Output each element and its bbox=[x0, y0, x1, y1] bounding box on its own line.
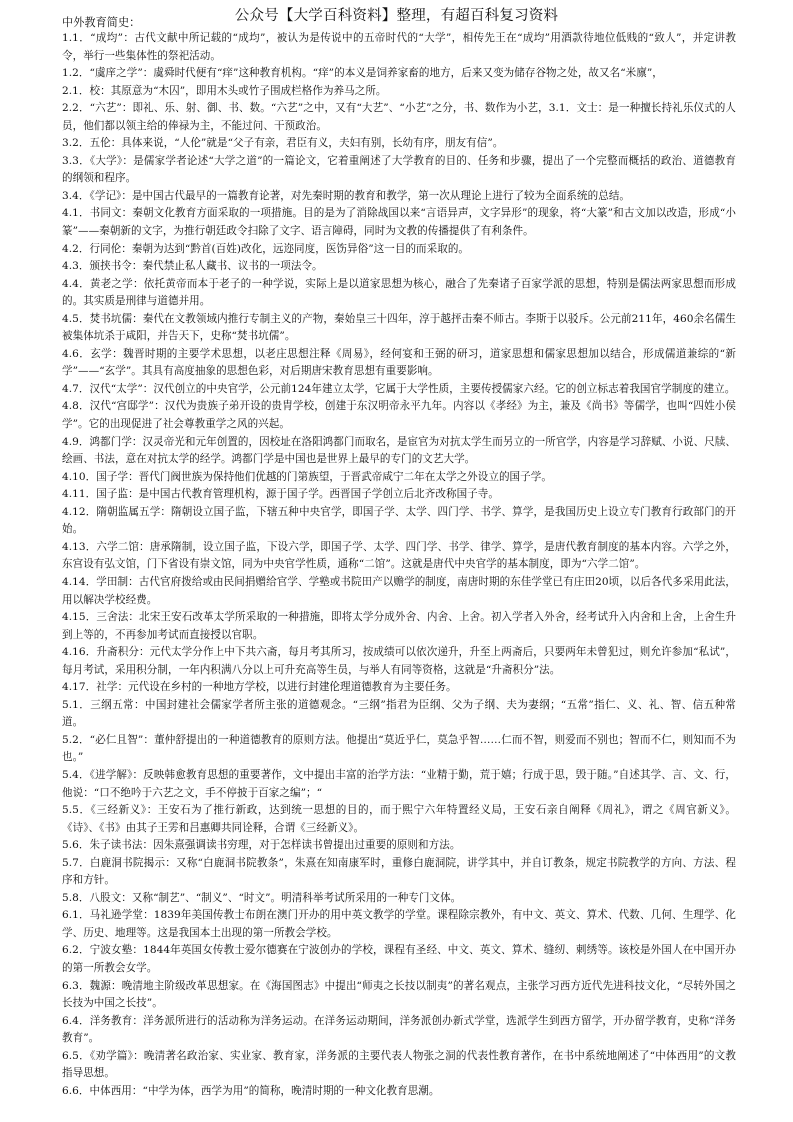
glossary-entry: 5.5．《三经新义》：王安石为了推行新政，达到统一思想的目的，而于熙宁六年特置经义局，王安石亲自阐释《周礼》，谓之《周官新义》。《诗》、《书》由其子王雱和吕惠卿共同诠释，合谓《三经新义》。 bbox=[62, 804, 736, 834]
glossary-entry: 4.13．六学二馆：唐承隋制，设立国子监，下设六学，即国子学、太学、四门学、书学、律学、算学，是唐代教育制度的基本内容。六学之外，东宫设有弘文馆，门下省设有崇文馆，同为中央官学性质，通称“二馆”。这就是唐代中央官学的基本制度，即为“六学二馆”。 bbox=[62, 540, 736, 571]
glossary-entry: 4.6．玄学：魏晋时期的主要学术思想，以老庄思想注释《周易》，经何宴和王弼的研习，道家思想和儒家思想加以结合，形成儒道兼综的“新学”——“玄学”。其具有高度抽象的思想色彩，对后期唐宋教育思想有重要影响。 bbox=[62, 347, 736, 378]
glossary-entry: 4.10．国子学：晋代门阀世族为保持他们优越的门第族望，于晋武帝咸宁二年在太学之外设立的国子学。 bbox=[62, 470, 552, 483]
glossary-entry: 1.2．“虞庠之学”：虞舜时代便有“痒”这种教育机构。“痒”的本义是饲养家畜的地方，后来又变为储存谷物之处，故又名“米廪”， bbox=[62, 67, 663, 80]
glossary-entry: 4.14．学田制：古代官府拨给或由民间捐赠给官学、学塾或书院田产以赡学的制度，南唐时期的东佳学堂已有庄田20顷，以后各代多采用此法，用以解决学校经费。 bbox=[62, 575, 736, 606]
glossary-entry: 3.3．《大学》：是儒家学者论述“大学之道”的一篇论文，它着重阐述了大学教育的目的、任务和步骤，提出了一个完整而概括的政治、道德教育的纲领和程序。 bbox=[62, 154, 736, 185]
glossary-entry: 4.2．行同伦：秦朝为达到“黔首(百姓)改化，远迩同度，医饬异俗”这一目的而采取的。 bbox=[62, 242, 470, 255]
glossary-entry: 1.1．“成均”：古代文献中所记载的“成均”，被认为是传说中的五帝时代的“大学”，相传先王在“成均”用酒款待地位低贱的“致人”，并定讲教令，举行一些集体性的祭祀活动。 bbox=[62, 32, 737, 62]
glossary-entry: 4.11．国子监：是中国古代教育管理机构，源于国子学。西晋国子学创立后北齐改称国子寺。 bbox=[62, 488, 499, 501]
glossary-entry: 5.6．朱子读书法：因朱熹强调读书穷理，对于怎样读书曾提出过重要的原则和方法。 bbox=[62, 839, 461, 852]
glossary-entry: 4.16．升斋积分：元代太学分作上中下共六斋，每月考其所习，按成绩可以依次递升，升至上两斋后，只要两年未曾犯过，则允许参加“私试”，每月考试，采用积分制，一年内积满八分以上可升充高等生员，与举人有同等资格，这就是“升斋积分”法。 bbox=[62, 646, 736, 676]
glossary-entry: 4.15．三舍法：北宋王安石改革太学所采取的一种措施，即将太学分成外舍、内舍、上舍。初入学者入外舍，经考试升入内舍和上舍，上舍生升到上等的，不再参加考试而直接授以官职。 bbox=[62, 611, 736, 641]
glossary-entry: 6.6．中体西用：“中学为体，西学为用”的简称，晚清时期的一种文化教育思潮。 bbox=[62, 1084, 440, 1097]
glossary-entry: 4.9．鸿都门学：汉灵帝光和元年创置的，因校址在洛阳鸿都门而取名，是宦官为对抗太学生而另立的一所官学，内容是学习辞赋、小说、尺牍、绘画、书法，意在对抗太学的经学。鸿都门学是中国也是世界上最早的专门的文艺大学。 bbox=[62, 435, 736, 466]
glossary-entry: 6.3．魏源：晚清地主阶级改革思想家。在《海国图志》中提出“师夷之长技以制夷”的著名观点，主张学习西方近代先进科技文化，“尽转外国之长技为中国之长技”。 bbox=[62, 979, 736, 1010]
glossary-entry: 6.2．宁波女塾：1844年英国女传教士爱尔德赛在宁波创办的学校，课程有圣经、中文、英文、算术、缝纫、刺绣等。该校是外国人在中国开办的第一所教会女学。 bbox=[62, 944, 736, 974]
glossary-entry: 6.4．洋务教育：洋务派所进行的活动称为洋务运动。在洋务运动期间，洋务派创办新式学堂，选派学生到西方留学，开办留学教育，史称“洋务教育”。 bbox=[62, 1014, 736, 1045]
glossary-entry: 4.7．汉代“太学”：汉代创立的中央官学，公元前124年建立太学，它属于大学性质，主要传授儒家六经。它的创立标志着我国官学制度的建立。 bbox=[62, 382, 736, 395]
glossary-entry: 4.5．焚书坑儒：秦代在文教领域内推行专制主义的产物，秦始皇三十四年，淳于越抨击秦不师古。李斯于以驳斥。公元前211年，460余名儒生被集体坑杀于咸阳，并告天下，史称“焚书坑儒”。 bbox=[62, 312, 736, 343]
glossary-entry: 5.1．三纲五常：中国封建社会儒家学者所主张的道德观念。“三纲”指君为臣纲、父为子纲、夫为妻纲；“五常”指仁、义、礼、智、信五种常道。 bbox=[62, 698, 736, 729]
glossary-entry: 6.5．《劝学篇》：晚清著名政治家、实业家、教育家，洋务派的主要代表人物张之洞的代表性教育著作，在书中系统地阐述了“中体西用”的文教指导思想。 bbox=[62, 1049, 736, 1080]
glossary-entry: 4.12．隋朝监属五学：隋朝设立国子监，下辖五种中央官学，即国子学、太学、四门学、书学、算学，是我国历史上设立专门教育行政部门的开始。 bbox=[62, 505, 736, 536]
glossary-entry: 3.2．五伦：具体来说，“人伦”就是“父子有亲，君臣有义，夫妇有别，长幼有序，朋友有信”。 bbox=[62, 137, 504, 150]
glossary-entry: 4.4．黄老之学：依托黄帝而本于老子的一种学说，实际上是以道家思想为核心，融合了先秦诸子百家学派的思想，特别是儒法两家思想而形成的。其实质是刑律与道德并用。 bbox=[62, 277, 736, 308]
glossary-entry: 4.17．社学：元代设在乡村的一种地方学校，以进行封建伦理道德教育为主要任务。 bbox=[62, 681, 457, 694]
glossary-entry: 3.4．《学记》：是中国古代最早的一篇教育论著，对先秦时期的教育和教学，第一次从理论上进行了较为全面系统的总结。 bbox=[62, 189, 631, 202]
section-title: 中外教育简史： bbox=[62, 16, 141, 29]
glossary-entry: 2.1．校：其原意为“木囚”，即用木头或竹子围成栏格作为养马之所。 bbox=[62, 84, 387, 97]
page-header-title: 公众号【大学百科资料】整理，有超百科复习资料 bbox=[234, 8, 559, 24]
glossary-entry: 4.3．颁挟书令：秦代禁止私人藏书、议书的一项法令。 bbox=[62, 260, 323, 273]
glossary-entry: 5.7．白鹿洞书院揭示：又称“白鹿洞书院教条”，朱熹在知南康军时，重修白鹿洞院，讲学其中，并自订教条，规定书院教学的方向、方法、程序和方针。 bbox=[62, 856, 736, 887]
glossary-body bbox=[62, 30, 736, 1100]
glossary-entry: 2.2．“六艺”：即礼、乐、射、御、书、数。“六艺”之中，又有“大艺”、“小艺”之分，书、数作为小艺，3.1．文士：是一种擅长持礼乐仪式的人员，他们都以领主给的俸禄为主，不能过问、干预政治。 bbox=[62, 102, 736, 132]
glossary-entry: 4.1．书同文：秦朝文化教育方面采取的一项措施。目的是为了消除战国以来“言语异声，文字异形”的现象，将“大篆”和古文加以改造，形成“小篆”——秦朝新的文字，为推行朝廷政令扫除了文字、语言障碍，同时为文教的传播提供了有利条件。 bbox=[62, 207, 736, 238]
glossary-entry: 4.8．汉代“宫邸学”：汉代为贵族子弟开设的贵胄学校，创建于东汉明帝永平九年。内容以《孝经》为主，兼及《尚书》等儒学，也叫“四姓小侯学”。它的出现促进了社会尊教重学之风的兴起。 bbox=[62, 400, 736, 431]
glossary-entry: 5.2．“必仁且智”：董仲舒提出的一种道德教育的原则方法。他提出“莫近乎仁，莫急乎智……仁而不智，则爱而不别也；智而不仁，则知而不为也。” bbox=[62, 733, 736, 764]
glossary-entry: 5.4．《进学解》：反映韩愈教育思想的重要著作，文中提出丰富的治学方法：“业精于勤，荒于嬉；行成于思，毁于随。”自述其学、言、文、行，他说：“口不绝吟于六艺之文，手不停披于百家之编”；“ bbox=[62, 768, 736, 799]
glossary-entry: 6.1．马礼逊学堂：1839年美国传教士布朗在澳门开办的用中英文教学的学堂。课程除宗教外，有中文、英文、算术、代数、几何、生理学、化学、历史、地理等。这是我国本土出现的第一所教会学校。 bbox=[62, 909, 736, 939]
glossary-entry: 5.8．八股文：又称“制艺”、“制义”、“时文”。明清科举考试所采用的一种专门文体。 bbox=[62, 891, 462, 904]
